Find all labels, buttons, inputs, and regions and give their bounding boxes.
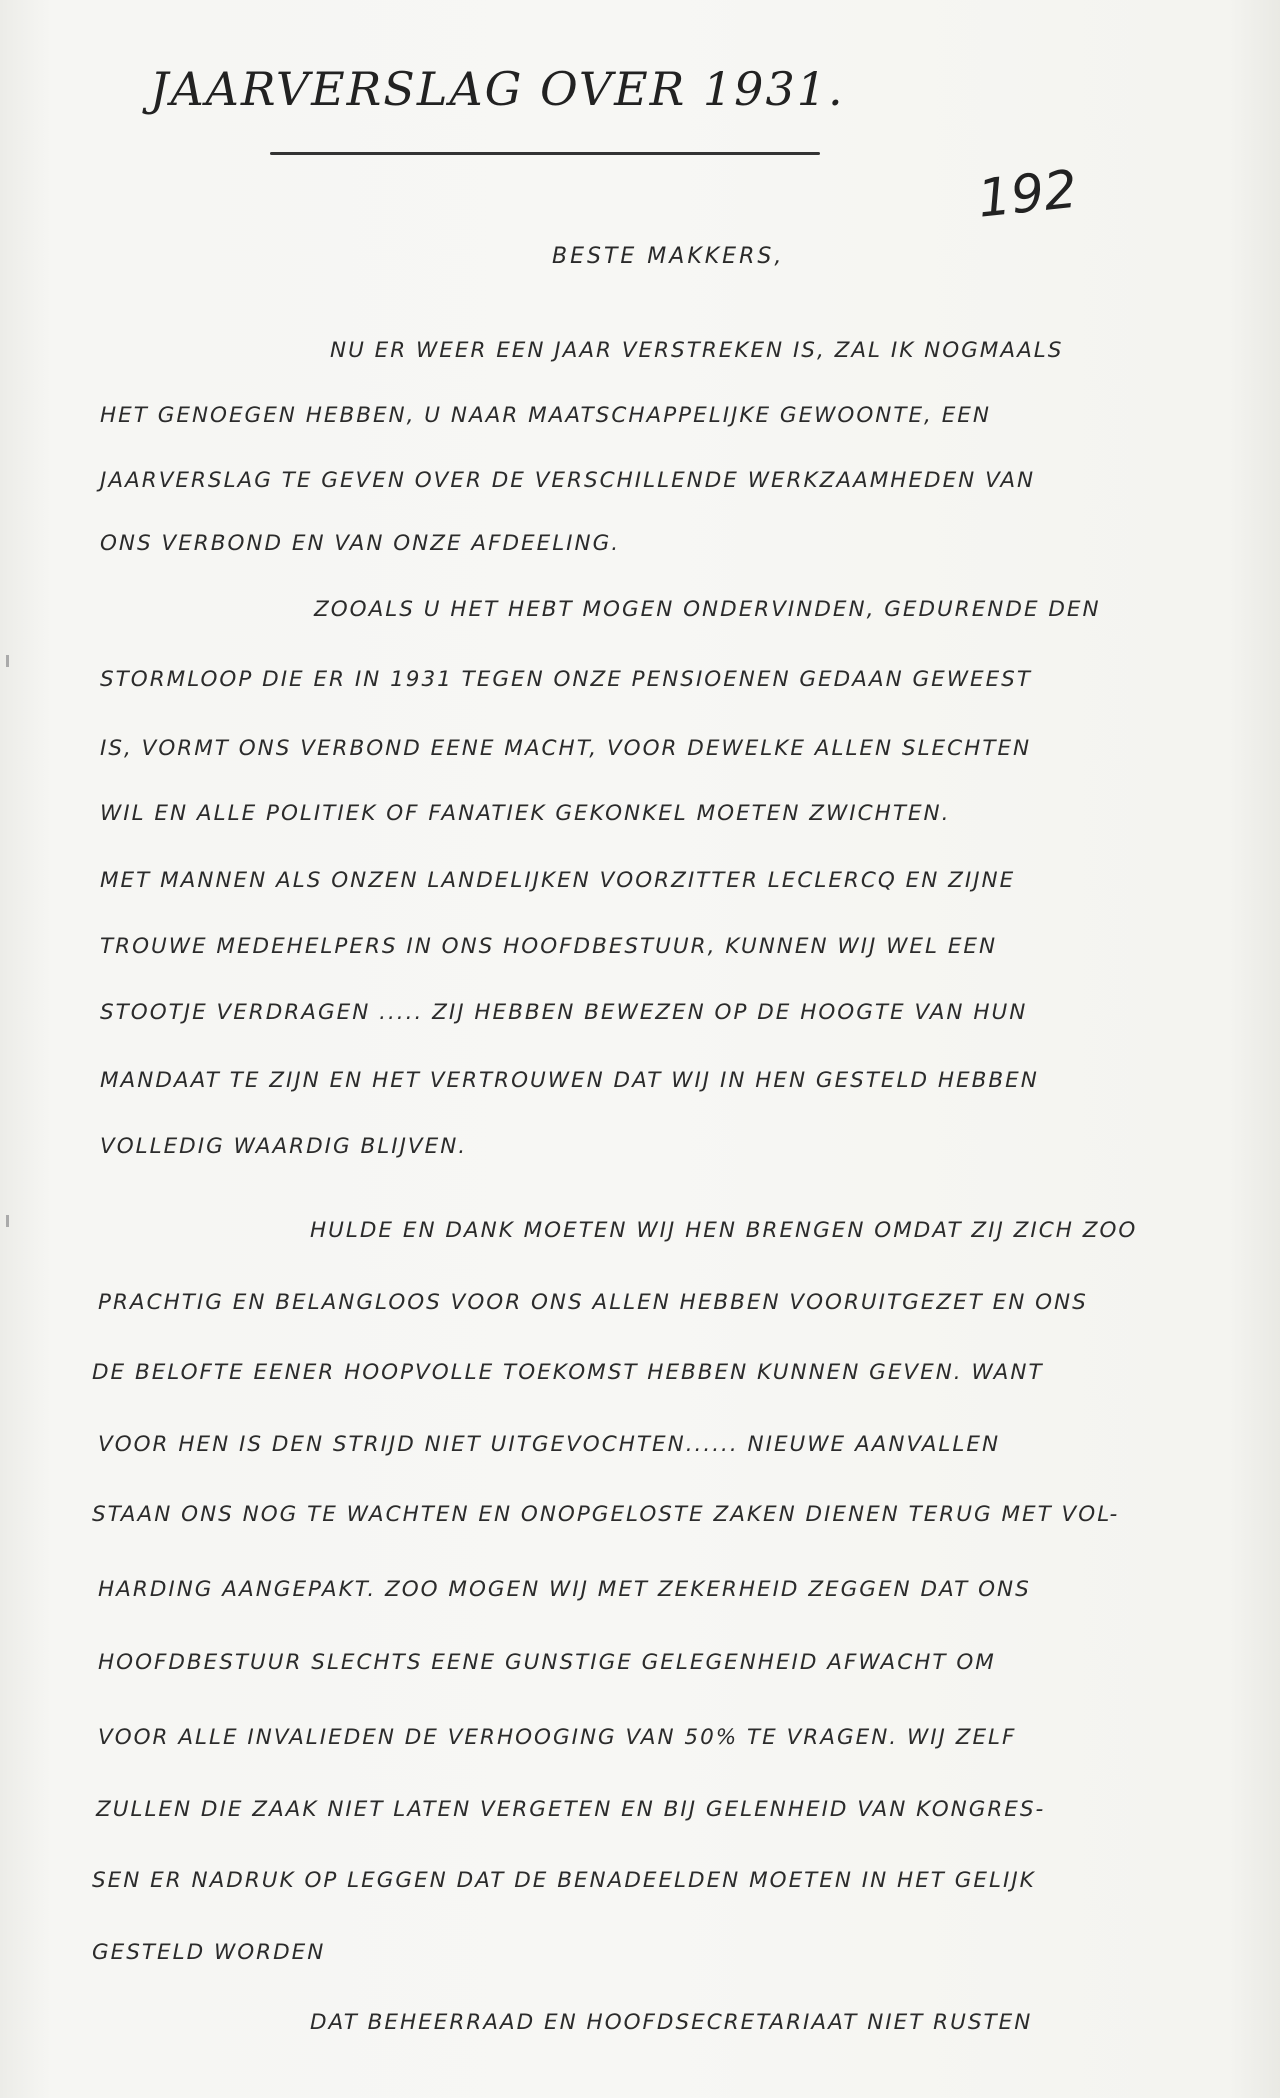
text-line-3: JAARVERSLAG TE GEVEN OVER DE VERSCHILLENDE WERKZAAMHEDEN VAN bbox=[100, 468, 1036, 493]
text-line-25: DAT BEHEERRAAD EN HOOFDSECRETARIAAT NIET RUSTEN bbox=[310, 2010, 1033, 2035]
text-line-15: PRACHTIG EN BELANGLOOS VOOR ONS ALLEN HEBBEN VOORUITGEZET EN ONS bbox=[98, 1290, 1088, 1315]
text-line-17: VOOR HEN IS DEN STRIJD NIET UITGEVOCHTEN...... NIEUWE AANVALLEN bbox=[98, 1432, 1001, 1457]
text-line-22: ZULLEN DIE ZAAK NIET LATEN VERGETEN EN BIJ GELENHEID VAN KONGRES- bbox=[96, 1797, 1046, 1822]
text-line-9: MET MANNEN ALS ONZEN LANDELIJKEN VOORZITTER LECLERCQ EN ZIJNE bbox=[100, 868, 1016, 893]
text-line-4: ONS VERBOND EN VAN ONZE AFDEELING. bbox=[100, 531, 621, 556]
text-line-7: IS, VORMT ONS VERBOND EENE MACHT, VOOR DEWELKE ALLEN SLECHTEN bbox=[100, 736, 1032, 761]
text-line-2: HET GENOEGEN HEBBEN, U NAAR MAATSCHAPPELIJKE GEWOONTE, EEN bbox=[100, 403, 991, 428]
text-line-18: STAAN ONS NOG TE WACHTEN EN ONOPGELOSTE ZAKEN DIENEN TERUG MET VOL- bbox=[92, 1502, 1120, 1527]
text-line-11: STOOTJE VERDRAGEN ..... ZIJ HEBBEN BEWEZEN OP DE HOOGTE VAN HUN bbox=[100, 1000, 1028, 1025]
text-line-24: GESTELD WORDEN bbox=[92, 1940, 326, 1965]
text-line-20: HOOFDBESTUUR SLECHTS EENE GUNSTIGE GELEGENHEID AFWACHT OM bbox=[98, 1650, 996, 1675]
title-underline bbox=[270, 152, 820, 155]
salutation: BESTE MAKKERS, bbox=[552, 244, 785, 269]
text-line-12: MANDAAT TE ZIJN EN HET VERTROUWEN DAT WIJ IN HEN GESTELD HEBBEN bbox=[100, 1068, 1039, 1093]
text-line-23: SEN ER NADRUK OP LEGGEN DAT DE BENADEELDEN MOETEN IN HET GELIJK bbox=[92, 1868, 1036, 1893]
text-line-16: DE BELOFTE EENER HOOPVOLLE TOEKOMST HEBBEN KUNNEN GEVEN. WANT bbox=[92, 1360, 1044, 1385]
text-line-5: ZOOALS U HET HEBT MOGEN ONDERVINDEN, GEDURENDE DEN bbox=[314, 597, 1101, 622]
text-line-8: WIL EN ALLE POLITIEK OF FANATIEK GEKONKEL MOETEN ZWICHTEN. bbox=[100, 801, 951, 826]
text-line-21: VOOR ALLE INVALIEDEN DE VERHOOGING VAN 50% TE VRAGEN. WIJ ZELF bbox=[98, 1725, 1017, 1750]
document-title: JAARVERSLAG OVER 1931. bbox=[150, 62, 845, 116]
text-line-10: TROUWE MEDEHELPERS IN ONS HOOFDBESTUUR, KUNNEN WIJ WEL EEN bbox=[100, 934, 998, 959]
text-line-19: HARDING AANGEPAKT. ZOO MOGEN WIJ MET ZEKERHEID ZEGGEN DAT ONS bbox=[98, 1577, 1031, 1602]
text-line-1: NU ER WEER EEN JAAR VERSTREKEN IS, ZAL IK NOGMAALS bbox=[330, 338, 1064, 363]
binder-mark bbox=[6, 1215, 9, 1227]
binder-mark bbox=[6, 655, 9, 667]
text-line-6: STORMLOOP DIE ER IN 1931 TEGEN ONZE PENSIOENEN GEDAAN GEWEEST bbox=[100, 667, 1032, 692]
text-line-13: VOLLEDIG WAARDIG BLIJVEN. bbox=[100, 1134, 468, 1159]
page-number: 192 bbox=[975, 159, 1080, 230]
text-line-14: HULDE EN DANK MOETEN WIJ HEN BRENGEN OMDAT ZIJ ZICH ZOO bbox=[310, 1218, 1138, 1243]
